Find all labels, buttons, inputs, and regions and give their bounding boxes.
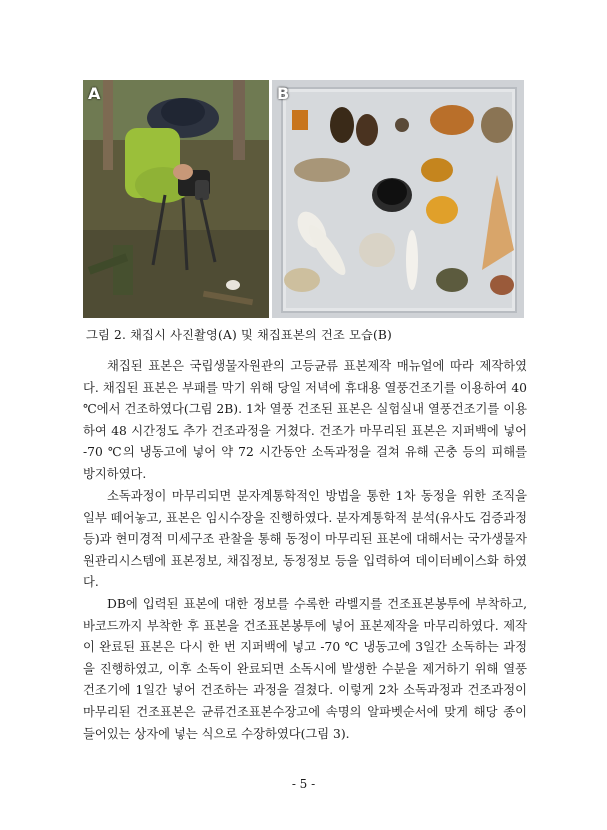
page-number: - 5 - (291, 777, 316, 791)
paragraph-text: DB에 입력된 표본에 대한 정보를 수록한 라벨지를 건조표본봉투에 부착하고, 바코드까지 부착한 후 표본을 건조표본봉투에 넣어 표본제작을 마무리하였다. 제작이 완료된 표본은 다시 한 번 지퍼백에 넣고 -70 ℃ 냉동고에 3일간 소독하는 과정을 진행하였고, 이후 소독이 완료되면 소독시에 발생한 수분을 제거하기 위해 열풍건조기에 1일간 넣어 건조하는 과정을 걸쳤다. 이렇게 2차 소독과정과 건조과정이 마무리된 건조표본은 균류건조표본수장고에 속명의 알파벳순서에 맞게 해당 종이 들어있는 상자에 넣는 식으로 수장하였다(그림 3). (83, 597, 527, 741)
forest-photo-image (83, 80, 269, 318)
paragraph-text: 채집된 표본은 국립생물자원관의 고등균류 표본제작 매뉴얼에 따라 제작하였다. 채집된 표본은 부패를 막기 위해 당일 저녁에 휴대용 열풍건조기를 이용하여 40 ℃에서 건조하였다(그림 2B). 1차 열풍 건조된 표본은 실험실내 열풍건조기를 이용하여 48 시간정도 추가 건조과정을 거쳤다. 건조가 마무리된 표본은 지퍼백에 넣어 -70 ℃의 냉동고에 넣어 약 72 시간동안 소독과정을 걸쳐 유해 곤충 등의 피해를 방지하였다. (83, 359, 527, 481)
drying-specimens-image (272, 80, 524, 318)
body-paragraph (83, 486, 527, 594)
body-paragraph (83, 356, 527, 486)
panel-label-b: B (277, 84, 290, 103)
paragraph-text: 소독과정이 마무리되면 분자계통학적인 방법을 통한 1차 동정을 위한 조직을 일부 떼어놓고, 표본은 임시수장을 진행하였다. 분자계통학적 분석(유사도 검증과정 등)과 현미경적 미세구조 관찰을 통해 동정이 마무리된 표본에 대해서는 국가생물자원관리시스템에 표본정보, 채집정보, 동정정보 등을 입력하여 데이터베이스화 하였다. (83, 489, 527, 590)
figure-caption: 그림 2. 채집시 사진촬영(A) 및 채집표본의 건조 모습(B) (86, 328, 393, 342)
photo-specimen-drying-rack (272, 80, 524, 318)
body-paragraph (83, 594, 527, 745)
photo-photographing-fungi (83, 80, 269, 318)
panel-label-a: A (88, 84, 101, 103)
figure-2 (83, 80, 524, 318)
